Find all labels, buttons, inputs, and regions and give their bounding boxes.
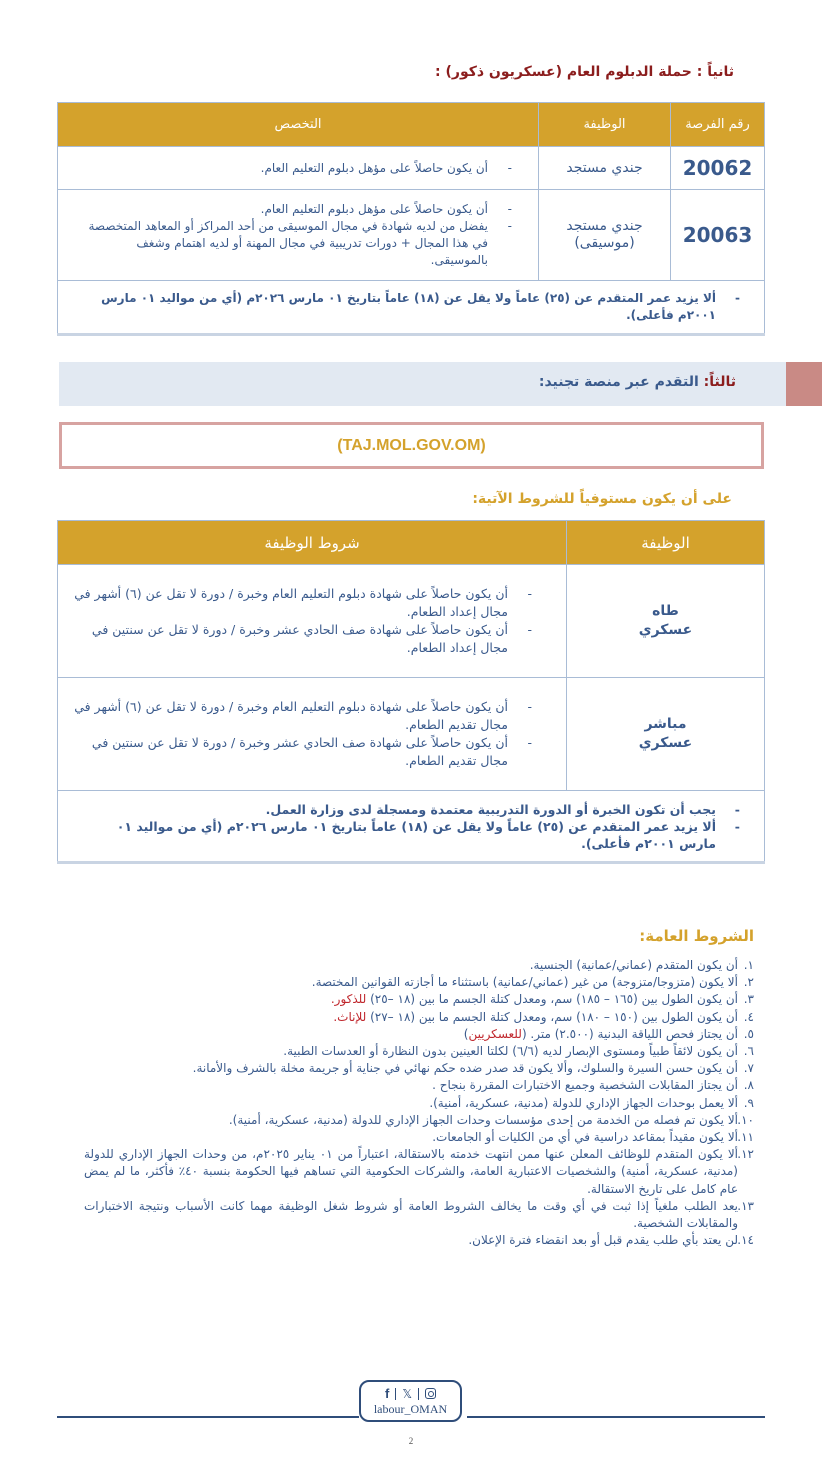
footer-divider-left — [57, 1416, 359, 1418]
conditions-intro: على أن يكون مستوفياً للشروط الآتية: — [472, 491, 732, 507]
requirement-item: - أن يكون حاصلاً على مؤهل دبلوم التعليم العام. — [76, 160, 518, 177]
condition-number: ٨. — [743, 1078, 754, 1093]
condition-number: ١٠. — [737, 1112, 754, 1127]
job-title-line: عسكري — [638, 622, 693, 638]
general-condition-item — [84, 1026, 754, 1043]
condition-number: ٧. — [743, 1061, 754, 1076]
condition-text: أن يكون المتقدم (عماني/عمانية) الجنسية. — [529, 958, 738, 972]
condition-number: ١. — [743, 958, 754, 972]
condition-number: ١١. — [737, 1130, 754, 1145]
table-header-row — [58, 103, 765, 147]
job-title-line: عسكري — [638, 735, 693, 751]
general-condition-item — [84, 974, 754, 991]
table-note-row — [58, 791, 765, 863]
condition-text: ألا يعمل بوحدات الجهاز الإداري للدولة (مدنية، عسكرية، أمنية). — [429, 1095, 738, 1110]
requirement-item: - يفضل من لديه شهادة في مجال الموسيقى من أحد المراكز أو المعاهد المتخصصة في هذا المجال + دورات تدريبية في مجال المهنة أو لديه اهتمام وشغف بالموسيقى. — [76, 218, 518, 269]
condition-suffix: ) — [463, 1026, 469, 1041]
section-3-text: التقدم عبر منصة تجنيد: — [538, 374, 699, 390]
condition-text: أن يكون الطول بين (١٦٥ – ١٨٥) سم، ومعدل كتلة الجسم ما بين (١٨ –٢٥) — [366, 992, 738, 1007]
header-requirements: شروط الوظيفة — [58, 521, 567, 565]
condition-text: ألا يكون المتقدم للوظائف المعلن عنها ممن انتهت خدمته بالاستقالة، اعتباراً من ٠١ يناير ٢٠٢٥م، من وحدات الجهاز الإداري للدولة (مدنية، عسكرية، أمنية) والشخصيات الاعتبارية العامة، والشركات الحكومية التي تساهم فيها الحكومة بنسبة ٤٠٪ فأكثر، ما لم يمض عام كامل على تاريخ الاستقالة. — [84, 1147, 739, 1196]
requirement-item: - أن يكون حاصلاً على شهادة صف الحادي عشر وخبرة / دورة لا تقل عن سنتين في مجال تقديم الطعام. — [72, 734, 538, 770]
table-row — [58, 565, 765, 678]
age-note-cell — [58, 281, 765, 335]
job-title — [539, 147, 671, 190]
condition-highlight: للعسكريين — [468, 1026, 522, 1041]
requirement-item: - أن يكون حاصلاً على شهادة دبلوم التعليم العام وخبرة / دورة لا تقل عن (٦) أشهر في مجال إعداد الطعام. — [72, 585, 538, 621]
general-conditions-title: الشروط العامة: — [639, 927, 754, 945]
note-item: - يجب أن تكون الخبرة أو الدورة التدريبية معتمدة ومسجلة لدى وزارة العمل. — [76, 801, 746, 818]
condition-number: ٦. — [743, 1044, 754, 1059]
job-title-line: جندي مستجد — [566, 159, 643, 176]
opportunity-number: 20063 — [671, 190, 765, 281]
x-icon[interactable]: 𝕏 — [402, 1386, 412, 1401]
header-specialization: التخصص — [58, 103, 539, 147]
diploma-jobs-table — [57, 102, 765, 336]
header-job: الوظيفة — [539, 103, 671, 147]
condition-text: أن يكون حسن السيرة والسلوك، وألا يكون قد صدر ضده حكم نهائي في جناية أو جريمة مخلة بالشرف والأمانة. — [192, 1061, 738, 1076]
condition-number: ٥. — [743, 1026, 754, 1041]
note-item: - ألا يزيد عمر المتقدم عن (٢٥) عاماً ولا يقل عن (١٨) عاماً بتاريخ ٠١ مارس ٢٠٢٦م (أي من مواليد ٠١ مارس ٢٠٠١م فأعلى). — [76, 818, 746, 852]
general-condition-item — [84, 1232, 754, 1249]
general-condition-item — [84, 1112, 754, 1129]
facebook-icon[interactable]: f — [384, 1386, 390, 1401]
job-title — [539, 190, 671, 281]
condition-text: يعد الطلب ملغياً إذا ثبت في أي وقت ما يخالف الشروط العامة أو شروط شغل الوظيفة مهما كانت الأسباب ونتيجة الاختبارات والمقابلات الشخصية. — [84, 1198, 738, 1231]
general-condition-item — [84, 1060, 754, 1077]
general-condition-item — [84, 1043, 754, 1060]
table-row — [58, 190, 765, 281]
general-condition-item — [84, 991, 754, 1008]
social-media-box — [359, 1380, 462, 1422]
condition-number: ١٢. — [737, 1147, 754, 1162]
table-row — [58, 147, 765, 190]
instagram-icon[interactable] — [425, 1388, 436, 1399]
general-condition-item — [84, 957, 754, 974]
condition-text: ألا يكون (متزوجا/متزوجة) من غير (عماني/عمانية) باستثناء ما أجازته القوانين المختصة. — [311, 975, 738, 990]
general-condition-item — [84, 1077, 754, 1094]
social-handle[interactable]: labour_OMAN — [373, 1401, 448, 1416]
job-title-subline: (موسيقى) — [574, 235, 635, 251]
job-title — [567, 678, 765, 791]
age-note: - ألا يزيد عمر المتقدم عن (٢٥) عاماً ولا يقل عن (١٨) عاماً بتاريخ ٠١ مارس ٢٠٢٦م (أي من مواليد ٠١ مارس ٢٠٠١م فأعلى). — [76, 290, 746, 324]
specialization-cell — [58, 147, 539, 190]
condition-text: أن يكون الطول بين (١٥٠ – ١٨٠) سم، ومعدل كتلة الجسم ما بين (١٨ –٢٧) — [366, 1009, 738, 1024]
condition-number: ١٤. — [737, 1233, 754, 1248]
specialization-cell — [58, 190, 539, 281]
section-3-title — [539, 374, 736, 390]
job-title-line: جندي مستجد — [566, 218, 643, 234]
general-condition-item — [84, 1198, 754, 1232]
notes-cell — [58, 791, 765, 863]
condition-text: ألا يكون تم فصله من الخدمة من إحدى مؤسسات وحدات الجهاز الإداري للدولة (مدنية، عسكرية، أمنية). — [228, 1112, 738, 1127]
condition-highlight: للإناث. — [333, 1009, 367, 1024]
opportunity-number: 20062 — [671, 147, 765, 190]
general-condition-item — [84, 1095, 754, 1112]
table-note-row — [58, 281, 765, 335]
condition-number: ٢. — [743, 975, 754, 990]
requirements-cell — [58, 565, 567, 678]
condition-text: ألا يكون مقيداً بمقاعد دراسية في أي من الكليات أو الجامعات. — [432, 1130, 738, 1145]
social-icons — [385, 1386, 436, 1402]
condition-number: ١٣. — [737, 1198, 754, 1213]
condition-text: أن يجتاز المقابلات الشخصية وجميع الاختبارات المقررة بنجاح . — [432, 1078, 738, 1093]
condition-number: ٣. — [743, 992, 754, 1007]
footer-divider-right — [467, 1416, 765, 1418]
requirement-item: - أن يكون حاصلاً على شهادة دبلوم التعليم العام وخبرة / دورة لا تقل عن (٦) أشهر في مجال تقديم الطعام. — [72, 698, 538, 734]
header-job: الوظيفة — [567, 521, 765, 565]
section-accent-bar — [786, 362, 822, 406]
header-opportunity-number: رقم الفرصة — [671, 103, 765, 147]
job-title-line: طاه — [652, 603, 679, 619]
table-header-row — [58, 521, 765, 565]
condition-highlight: للذكور. — [330, 992, 367, 1007]
separator — [395, 1388, 396, 1400]
condition-number: ٩. — [743, 1095, 754, 1110]
platform-url-link[interactable]: (TAJ.MOL.GOV.OM) — [337, 436, 486, 454]
job-title-line: مباشر — [644, 716, 687, 732]
military-jobs-table — [57, 520, 765, 864]
condition-number: ٤. — [743, 1009, 754, 1024]
page-number: 2 — [408, 1436, 414, 1446]
table-row — [58, 678, 765, 791]
requirement-item: - أن يكون حاصلاً على مؤهل دبلوم التعليم العام. — [76, 201, 518, 218]
general-condition-item — [84, 1129, 754, 1146]
platform-url-box — [59, 422, 764, 469]
general-condition-item — [84, 1009, 754, 1026]
requirements-cell — [58, 678, 567, 791]
general-conditions-list — [84, 957, 754, 1249]
condition-text: أن يكون لائقاً طبياً ومستوى الإبصار لديه (٦/٦) لكلتا العينين بدون النظارة أو العدسات الطبية. — [283, 1044, 738, 1059]
job-title — [567, 565, 765, 678]
general-condition-item — [84, 1146, 754, 1198]
condition-text: لن يعتد بأي طلب يقدم قبل أو بعد انقضاء فترة الإعلان. — [468, 1233, 738, 1248]
separator — [418, 1388, 419, 1400]
requirement-item: - أن يكون حاصلاً على شهادة صف الحادي عشر وخبرة / دورة لا تقل عن سنتين في مجال إعداد الطعام. — [72, 621, 538, 657]
section-2-title: ثانياً : حملة الدبلوم العام (عسكريون ذكور) : — [435, 64, 734, 80]
condition-text: أن يجتاز فحص اللياقة البدنية (٢.٥٠٠) متر. ( — [521, 1026, 738, 1041]
section-3-label: ثالثاً: — [703, 374, 736, 390]
